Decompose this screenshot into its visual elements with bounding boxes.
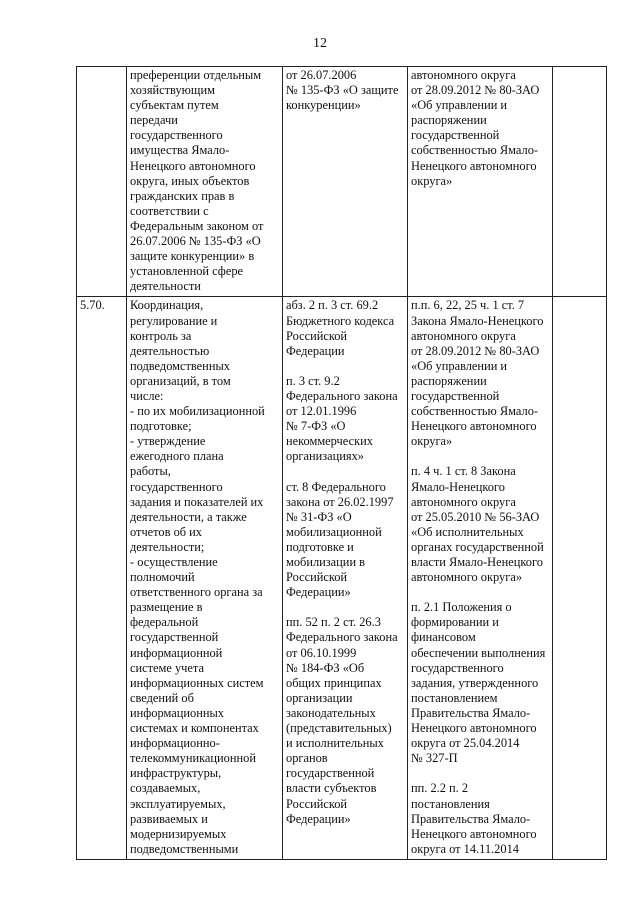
regulation-table [76,66,607,860]
text-line: ст. 8 Федерального [286,479,386,494]
text-line: власти субъектов [286,781,377,796]
text-line: № 327-П [411,751,458,766]
text-line: п.п. 6, 22, 25 ч. 1 ст. 7 [411,298,525,313]
text-line: распоряжении [411,373,487,388]
text-line: Ненецкого автономного [411,826,537,841]
text-line: деятельности; [130,539,205,554]
page-number: 12 [313,36,327,51]
federal-basis-cell [283,67,408,297]
text-line: и исполнительных [286,736,384,751]
row-number-cell: 5.70. [77,297,127,859]
text-line: от 06.10.1999 [286,645,357,660]
text-line: законодательных [286,705,376,720]
text-line: постановления [411,796,490,811]
text-line: от 25.05.2010 № 56-ЗАО [411,509,540,524]
regional-basis-cell [408,67,553,297]
text-line: (представительных) [286,721,392,736]
description-cell [127,297,283,859]
federal-basis-cell [283,297,408,859]
text-line: подведомственных [130,358,230,373]
text-line: обеспечении выполнения [411,645,546,660]
text-line: организаций, в том [130,373,231,388]
text-line: Координация, [130,298,204,313]
text-line: размещение в [130,600,203,615]
text-line: Правительства Ямало- [411,811,531,826]
paragraph-gap [411,766,550,781]
text-line: деятельности [130,279,201,294]
description-cell [127,67,283,297]
paragraph-gap [411,449,550,464]
text-line: № 135-ФЗ «О защите [286,83,399,98]
text-line: конкуренции» [286,98,361,113]
text-line: пп. 52 п. 2 ст. 26.3 [286,615,381,630]
text-line: создаваемых, [130,781,201,796]
text-line: контроль за [130,328,192,343]
text-line: гражданских прав в [130,188,235,203]
text-line: абз. 2 п. 3 ст. 69.2 [286,298,379,313]
text-line: информационно- [130,736,220,751]
text-line: ответственного органа за [130,585,263,600]
text-line: автономного округа [411,494,516,509]
text-line: Закона Ямало-Ненецкого [411,313,544,328]
text-line: от 28.09.2012 № 80-ЗАО [411,83,540,98]
text-line: субъектам путем [130,98,219,113]
text-line: Федерации» [286,811,351,826]
text-line: модернизируемых [130,826,227,841]
text-line: от 12.01.1996 [286,404,357,419]
text-line: Федерального закона [286,388,398,403]
text-line: распоряжении [411,113,487,128]
text-line: финансовом [411,630,476,645]
text-line: задания, утвержденного [411,675,539,690]
text-line: округа» [411,434,453,449]
table-row [77,67,607,297]
text-line: общих принципах [286,675,382,690]
text-line: органах государственной [411,539,544,554]
table-body [77,67,607,860]
text-line: хозяйствующим [130,83,215,98]
text-line: информационной [130,645,223,660]
text-line: округа от 14.11.2014 [411,841,519,856]
text-line: п. 3 ст. 9.2 [286,373,340,388]
text-line: государственного [130,479,223,494]
text-line: Федерации [286,343,345,358]
empty-cell [553,67,607,297]
text-line: Российской [286,570,348,585]
text-line: Ненецкого автономного [411,721,537,736]
text-line: Федерации» [286,585,351,600]
text-line: государственной [411,128,500,143]
text-line: Федерального закона [286,630,398,645]
text-line: собственностью Ямало- [411,404,539,419]
text-line: № 7-ФЗ «О [286,419,346,434]
text-line: сведений об [130,690,194,705]
text-line: Российской [286,796,348,811]
text-line: Правительства Ямало- [411,705,531,720]
text-line: телекоммуникационной [130,751,256,766]
text-line: «Об управлении и [411,358,508,373]
text-line: организациях» [286,449,364,464]
text-line: п. 2.1 Положения о [411,600,512,615]
text-line: автономного округа [411,328,516,343]
text-line: преференции отдельным [130,68,262,82]
text-line: пп. 2.2 п. 2 [411,781,469,796]
text-line: государственной [411,388,500,403]
text-line: органов [286,751,328,766]
text-line: постановлением [411,690,498,705]
text-line: информационных систем [130,675,264,690]
text-line: имущества Ямало- [130,143,230,158]
text-line: № 31-ФЗ «О [286,509,352,524]
text-line: развиваемых и [130,811,208,826]
text-line: мобилизационной [286,524,382,539]
text-line: установленной сфере [130,264,244,279]
text-line: работы, [130,464,171,479]
text-line: инфраструктуры, [130,766,222,781]
text-line: Ямало-Ненецкого [411,479,505,494]
paragraph-gap [286,359,405,374]
text-line: системах и компонентах [130,721,259,736]
text-line: передачи [130,113,178,128]
text-line: федеральной [130,615,199,630]
text-line: Ненецкого автономного [411,419,537,434]
text-line: государственной [286,766,375,781]
text-line: некоммерческих [286,434,373,449]
text-line: мобилизации в [286,555,366,569]
text-line: от 28.09.2012 № 80-ЗАО [411,343,540,358]
text-line: 26.07.2006 № 135-ФЗ «О [130,234,261,249]
paragraph-gap [286,464,405,479]
text-line: Российской [286,328,348,343]
text-line: собственностью Ямало- [411,143,539,158]
text-line: формировании и [411,615,499,630]
text-line: организации [286,690,353,705]
text-line: государственной [130,630,219,645]
text-line: системе учета [130,660,204,675]
text-line: - утверждение [130,434,206,449]
row-number-cell [77,67,127,297]
text-line: государственного [130,128,223,143]
text-line: Ненецкого автономного [130,158,256,173]
text-line: числе: [130,388,164,403]
text-line: власти Ямало-Ненецкого [411,555,543,569]
text-line: ежегодного плана [130,449,224,464]
text-line: от 26.07.2006 [286,68,357,82]
text-line: деятельностью [130,343,210,358]
text-line: полномочий [130,570,195,585]
text-line: защите конкуренции» в [130,249,255,264]
text-line: - по их мобилизационной [130,404,265,419]
paragraph-gap [286,600,405,615]
text-line: подведомственными [130,841,239,856]
text-line: округа» [411,173,453,188]
text-line: «Об управлении и [411,98,508,113]
text-line: «Об исполнительных [411,524,524,539]
text-line: информационных [130,705,224,720]
paragraph-gap [411,585,550,600]
empty-cell [553,297,607,859]
text-line: автономного округа» [411,570,523,585]
text-line: № 184-ФЗ «Об [286,660,365,675]
table-row [77,297,607,859]
text-line: отчетов об их [130,524,202,539]
text-line: п. 4 ч. 1 ст. 8 Закона [411,464,516,479]
text-line: Ненецкого автономного [411,158,537,173]
text-line: - осуществление [130,555,218,569]
text-line: регулирование и [130,313,218,328]
text-line: Федеральным законом от [130,218,264,233]
text-line: округа, иных объектов [130,173,250,188]
text-line: закона от 26.02.1997 [286,494,394,509]
text-line: Бюджетного кодекса [286,313,395,328]
text-line: соответствии с [130,203,209,218]
text-line: эксплуатируемых, [130,796,226,811]
text-line: задания и показателей их [130,494,264,509]
text-line: государственного [411,660,504,675]
text-line: деятельности, а также [130,509,247,524]
text-line: округа от 25.04.2014 [411,736,520,751]
text-line: подготовке и [286,539,354,554]
text-line: автономного округа [411,68,516,82]
regional-basis-cell [408,297,553,859]
text-line: подготовке; [130,419,192,434]
